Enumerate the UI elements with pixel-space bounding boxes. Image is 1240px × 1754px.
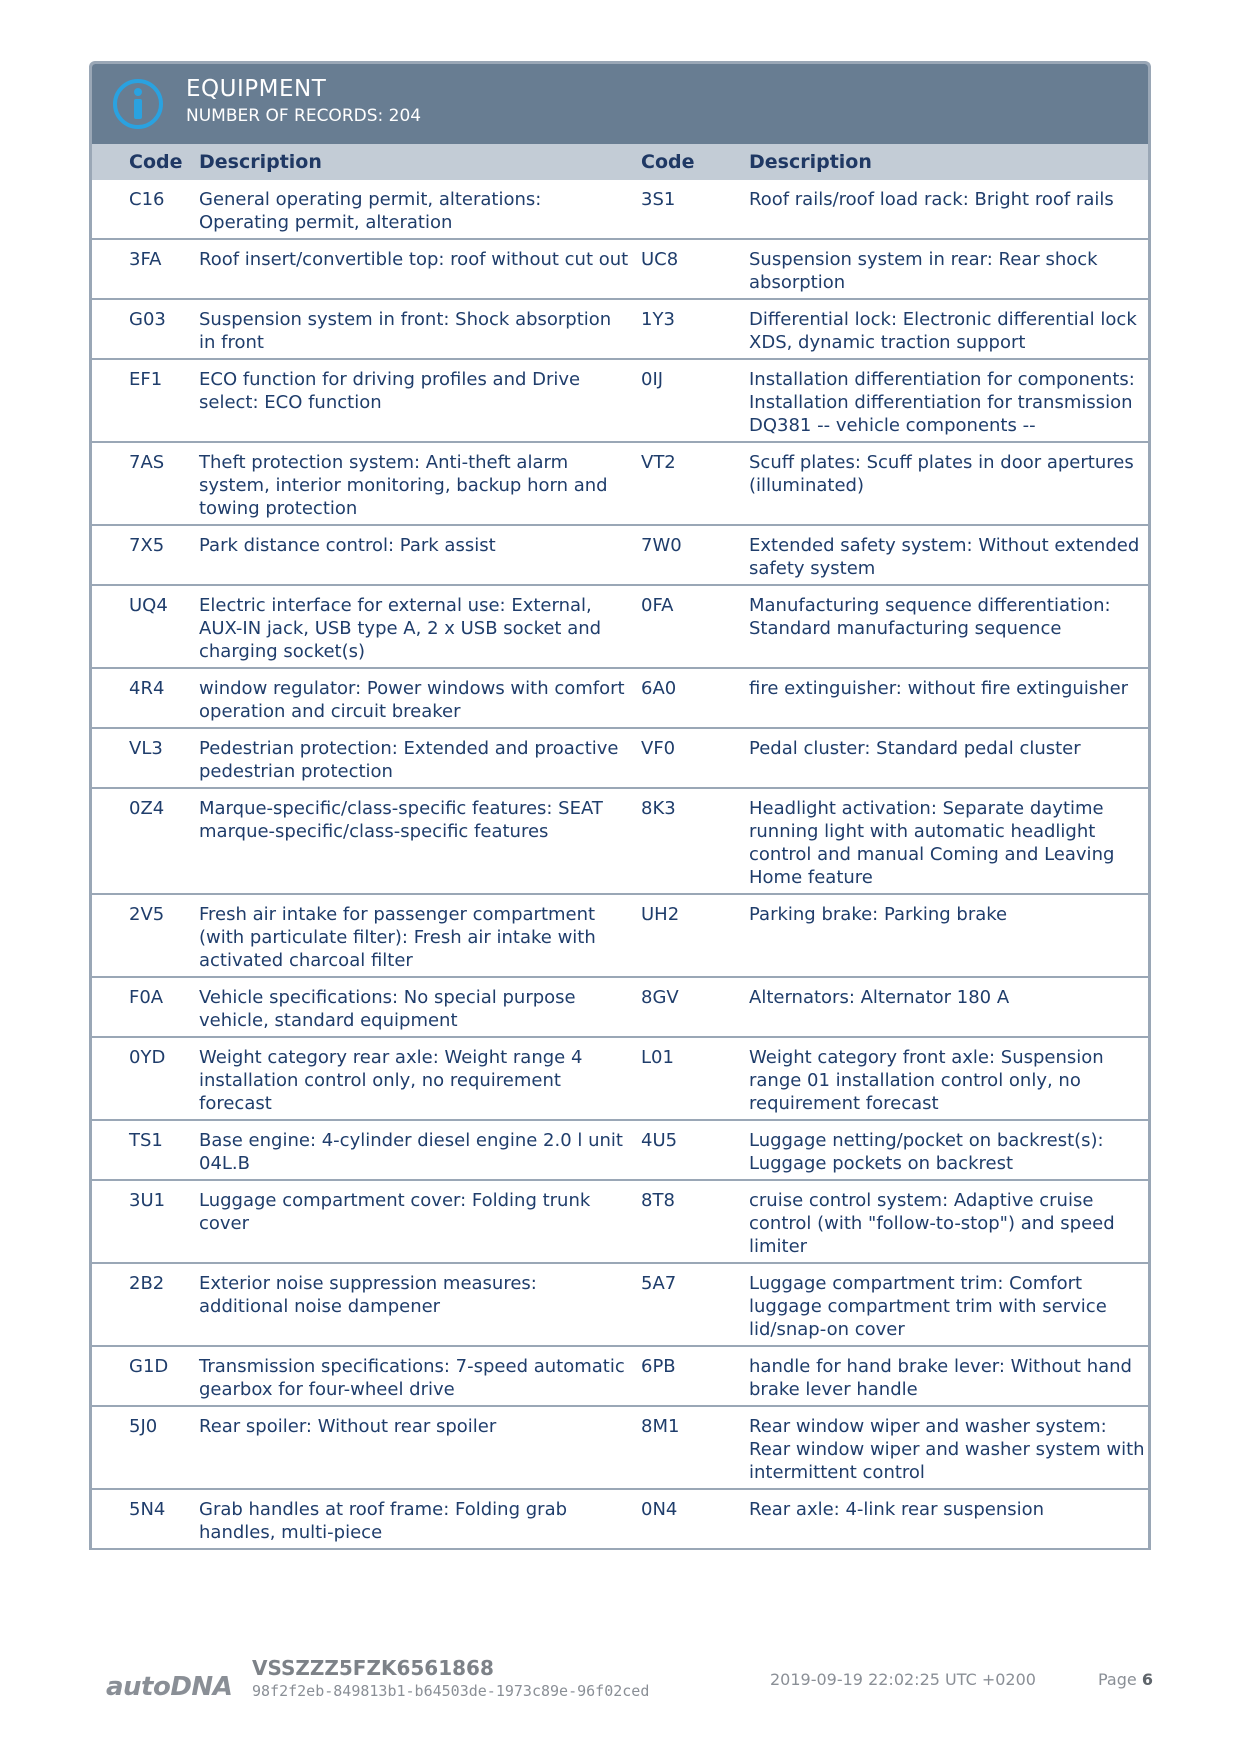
equipment-code: 0YD bbox=[129, 1047, 166, 1068]
table-row bbox=[92, 788, 1148, 894]
equipment-code: 5N4 bbox=[129, 1499, 166, 1520]
equipment-description: cruise control system: Adaptive cruise control (with "follow-to-stop") and speed limiter bbox=[749, 1190, 1115, 1257]
equipment-description: Extended safety system: Without extended safety system bbox=[749, 535, 1140, 579]
equipment-code: F0A bbox=[129, 987, 164, 1008]
equipment-description: handle for hand brake lever: Without hand brake lever handle bbox=[749, 1356, 1132, 1400]
equipment-description: Weight category front axle: Suspension range 01 installation control only, no requirement forecast bbox=[749, 1047, 1104, 1114]
equipment-code: 0Z4 bbox=[129, 798, 165, 819]
equipment-code: 3FA bbox=[129, 249, 162, 270]
equipment-description: fire extinguisher: without fire extinguisher bbox=[749, 678, 1129, 699]
page-number bbox=[1098, 1670, 1153, 1689]
equipment-code: 3U1 bbox=[129, 1190, 166, 1211]
equipment-description: Electric interface for external use: External, AUX-IN jack, USB type A, 2 x USB socket and charging socket(s) bbox=[199, 595, 602, 662]
equipment-code: UC8 bbox=[641, 249, 679, 270]
panel-header bbox=[92, 64, 1148, 144]
column-header-description: Description bbox=[199, 151, 322, 173]
equipment-code: C16 bbox=[129, 189, 165, 210]
equipment-code: 6A0 bbox=[641, 678, 677, 699]
equipment-description: Fresh air intake for passenger compartment (with particulate filter): Fresh air intake with activated charcoal filter bbox=[199, 904, 596, 971]
table-row bbox=[92, 1263, 1148, 1346]
equipment-description: Weight category rear axle: Weight range 4 installation control only, no requirement forecast bbox=[199, 1047, 583, 1114]
table-row bbox=[92, 1180, 1148, 1263]
table-row bbox=[92, 977, 1148, 1037]
equipment-code: 5A7 bbox=[641, 1273, 677, 1294]
equipment-code: 4R4 bbox=[129, 678, 165, 699]
equipment-description: Roof insert/convertible top: roof without cut out bbox=[199, 249, 629, 270]
table-row bbox=[92, 525, 1148, 585]
equipment-description: Roof rails/roof load rack: Bright roof rails bbox=[749, 189, 1114, 210]
table-row bbox=[92, 359, 1148, 442]
equipment-code: 7W0 bbox=[641, 535, 682, 556]
equipment-description: Scuff plates: Scuff plates in door apertures (illuminated) bbox=[749, 452, 1134, 496]
equipment-code: 8K3 bbox=[641, 798, 676, 819]
equipment-description: Luggage compartment cover: Folding trunk cover bbox=[199, 1190, 591, 1234]
report-hash: 98f2f2eb-849813b1-b64503de-1973c89e-96f02ced bbox=[252, 1682, 650, 1700]
record-count: NUMBER OF RECORDS: 204 bbox=[186, 106, 422, 126]
column-header-code: Code bbox=[129, 151, 183, 173]
equipment-code: VT2 bbox=[641, 452, 676, 473]
equipment-description: Base engine: 4-cylinder diesel engine 2.0 l unit 04L.B bbox=[199, 1130, 623, 1174]
equipment-description: Headlight activation: Separate daytime running light with automatic headlight control and manual Coming and Leaving Home feature bbox=[749, 798, 1115, 888]
equipment-code: 4U5 bbox=[641, 1130, 678, 1151]
equipment-description: Installation differentiation for components: Installation differentiation for transmission DQ381 -- vehicle components -- bbox=[749, 369, 1135, 436]
equipment-code: UH2 bbox=[641, 904, 680, 925]
table-header-row bbox=[92, 144, 1148, 180]
equipment-code: VL3 bbox=[129, 738, 163, 759]
autodna-logo: autoDNA bbox=[106, 1672, 233, 1702]
equipment-code: 0IJ bbox=[641, 369, 664, 390]
equipment-code: 5J0 bbox=[129, 1416, 158, 1437]
equipment-description: Luggage compartment trim: Comfort luggage compartment trim with service lid/snap-on cover bbox=[749, 1273, 1107, 1340]
equipment-description: Transmission specifications: 7-speed automatic gearbox for four-wheel drive bbox=[199, 1356, 625, 1400]
equipment-code: 7AS bbox=[129, 452, 165, 473]
equipment-code: 2V5 bbox=[129, 904, 165, 925]
equipment-description: Suspension system in front: Shock absorption in front bbox=[199, 309, 612, 353]
equipment-code: VF0 bbox=[641, 738, 676, 759]
table-row bbox=[92, 585, 1148, 668]
equipment-description: Suspension system in rear: Rear shock absorption bbox=[749, 249, 1098, 293]
vin-number: VSSZZZ5FZK6561868 bbox=[252, 1656, 494, 1680]
column-header-description: Description bbox=[749, 151, 872, 173]
equipment-description: Theft protection system: Anti-theft alarm system, interior monitoring, backup horn and towing protection bbox=[199, 452, 608, 519]
equipment-description: Vehicle specifications: No special purpose vehicle, standard equipment bbox=[199, 987, 576, 1031]
equipment-code: TS1 bbox=[129, 1130, 163, 1151]
equipment-description: Manufacturing sequence differentiation: Standard manufacturing sequence bbox=[749, 595, 1111, 639]
equipment-description: Parking brake: Parking brake bbox=[749, 904, 1008, 925]
table-row bbox=[92, 442, 1148, 525]
section-title: EQUIPMENT bbox=[186, 76, 327, 102]
equipment-table bbox=[92, 144, 1148, 1550]
equipment-description: Rear spoiler: Without rear spoiler bbox=[199, 1416, 497, 1437]
equipment-description: Grab handles at roof frame: Folding grab handles, multi-piece bbox=[199, 1499, 568, 1543]
equipment-code: 7X5 bbox=[129, 535, 165, 556]
report-timestamp: 2019-09-19 22:02:25 UTC +0200 bbox=[770, 1670, 1036, 1689]
info-icon bbox=[112, 78, 164, 130]
equipment-code: 0FA bbox=[641, 595, 674, 616]
equipment-description: Luggage netting/pocket on backrest(s): Luggage pockets on backrest bbox=[749, 1130, 1104, 1174]
equipment-code: EF1 bbox=[129, 369, 163, 390]
table-body bbox=[92, 180, 1148, 1549]
equipment-code: 1Y3 bbox=[641, 309, 675, 330]
table-row bbox=[92, 180, 1148, 239]
equipment-code: 8GV bbox=[641, 987, 679, 1008]
table-row bbox=[92, 1489, 1148, 1549]
table-row bbox=[92, 668, 1148, 728]
page-footer bbox=[0, 1640, 1240, 1720]
equipment-code: 2B2 bbox=[129, 1273, 165, 1294]
table-row bbox=[92, 1346, 1148, 1406]
equipment-code: UQ4 bbox=[129, 595, 168, 616]
equipment-code: 0N4 bbox=[641, 1499, 678, 1520]
equipment-description: Park distance control: Park assist bbox=[199, 535, 496, 556]
equipment-code: G03 bbox=[129, 309, 166, 330]
table-row bbox=[92, 728, 1148, 788]
equipment-code: G1D bbox=[129, 1356, 169, 1377]
table-row bbox=[92, 1120, 1148, 1180]
equipment-panel bbox=[89, 61, 1151, 1550]
equipment-description: Rear axle: 4-link rear suspension bbox=[749, 1499, 1045, 1520]
equipment-description: Pedal cluster: Standard pedal cluster bbox=[749, 738, 1081, 759]
equipment-code: 8M1 bbox=[641, 1416, 680, 1437]
equipment-description: Rear window wiper and washer system: Rear window wiper and washer system with intermittent control bbox=[749, 1416, 1145, 1483]
equipment-description: Alternators: Alternator 180 A bbox=[749, 987, 1010, 1008]
column-header-code: Code bbox=[641, 151, 695, 173]
equipment-description: Exterior noise suppression measures: additional noise dampener bbox=[199, 1273, 537, 1317]
page-label: Page bbox=[1098, 1670, 1137, 1689]
table-row bbox=[92, 299, 1148, 359]
equipment-description: General operating permit, alterations: Operating permit, alteration bbox=[199, 189, 542, 233]
equipment-description: ECO function for driving profiles and Drive select: ECO function bbox=[199, 369, 581, 413]
table-row bbox=[92, 1406, 1148, 1489]
equipment-code: 6PB bbox=[641, 1356, 676, 1377]
equipment-description: Marque-specific/class-specific features: SEAT marque-specific/class-specific features bbox=[199, 798, 603, 842]
page-number-value: 6 bbox=[1141, 1670, 1153, 1689]
equipment-code: 3S1 bbox=[641, 189, 676, 210]
equipment-code: L01 bbox=[641, 1047, 674, 1068]
equipment-description: Pedestrian protection: Extended and proactive pedestrian protection bbox=[199, 738, 619, 782]
table-row bbox=[92, 1037, 1148, 1120]
equipment-description: Differential lock: Electronic differential lock XDS, dynamic traction support bbox=[749, 309, 1137, 353]
table-row bbox=[92, 239, 1148, 299]
table-row bbox=[92, 894, 1148, 977]
equipment-description: window regulator: Power windows with comfort operation and circuit breaker bbox=[199, 678, 625, 722]
equipment-code: 8T8 bbox=[641, 1190, 675, 1211]
